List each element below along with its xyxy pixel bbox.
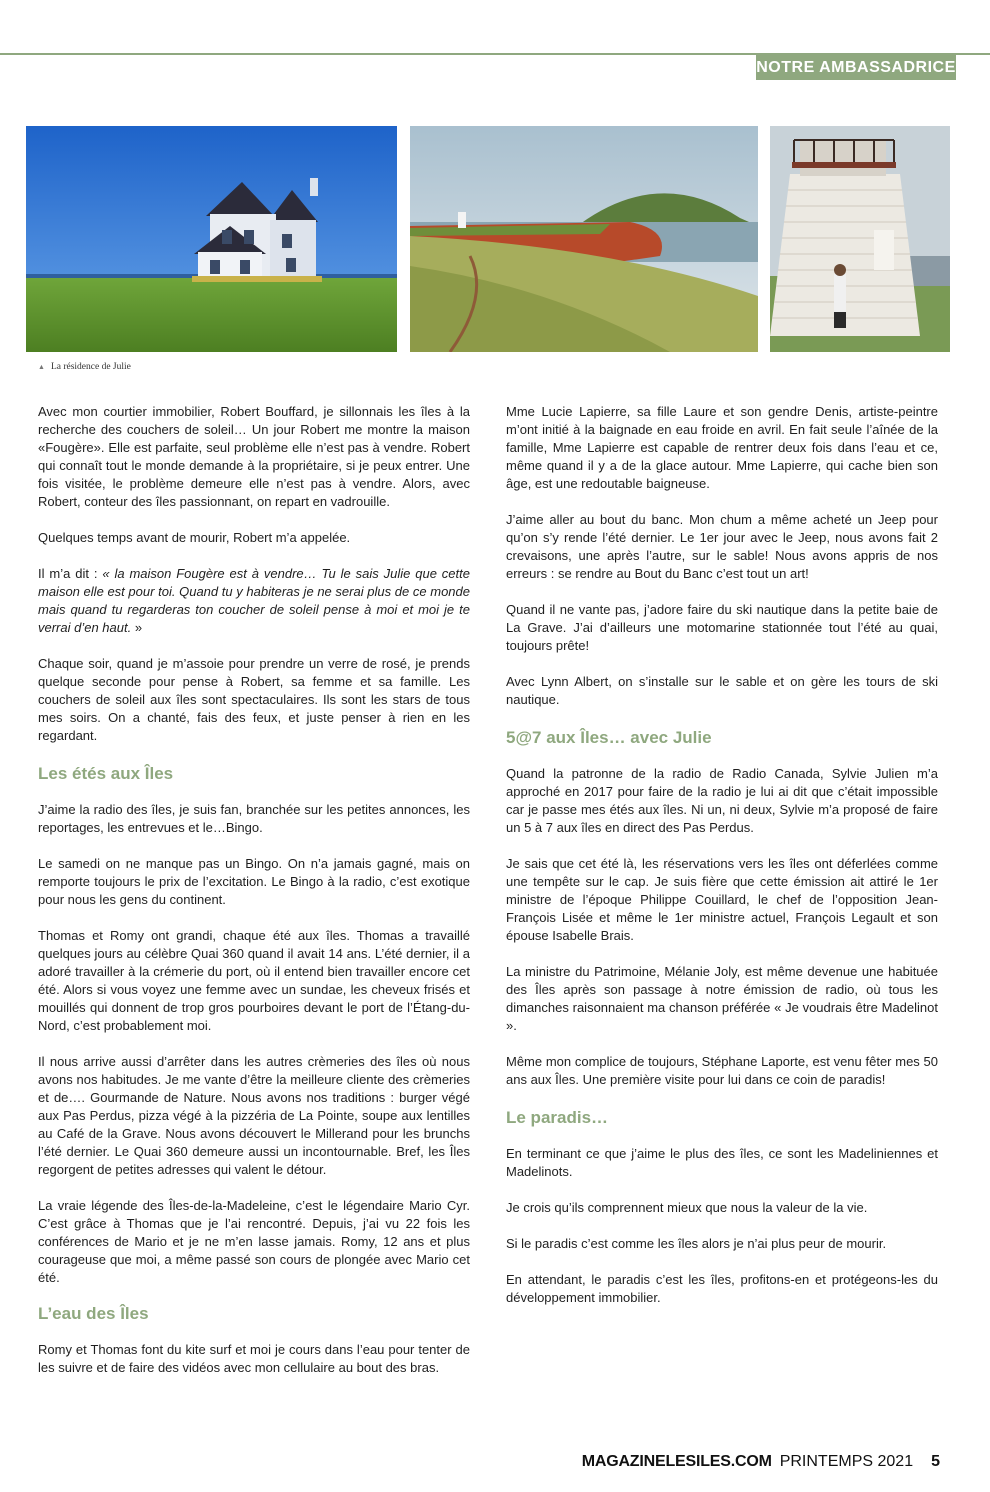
paragraph: Quelques temps avant de mourir, Robert m’a appelée. [38,530,351,545]
section-heading: Les étés aux Îles [38,764,174,783]
page-number: 5 [931,1453,940,1470]
quote-text: « la maison Fougère est à vendre… Tu le sais Julie que cette maison elle est pour toi. Quand tu y habiteras je ne serai plus de ce monde mais quand tu regarderas ton coucher de soleil pense à moi et moi je te verrai d’en haut. [38,566,470,635]
section-tag: NOTRE AMBASSADRICE [756,55,956,80]
quote-paragraph [38,565,470,637]
page-footer [582,1453,940,1471]
paragraph: J’aime aller au bout du banc. Mon chum a même acheté un Jeep pour qu’on s’y rende l’été dernier. Le 1er jour avec le Jeep, nous avons fait 2 crevaisons, une après l’autre, sur le sable! Nous avons appris de nos erreurs : se rendre au Bout du Banc c’est tout un art! [506,512,938,581]
paragraph: Même mon complice de toujours, Stéphane Laporte, est venu fêter mes 50 ans aux Îles. Une première visite pour lui dans ce coin de paradis! [506,1054,938,1087]
paragraph: Si le paradis c’est comme les îles alors je n’ai plus peur de mourir. [506,1236,887,1251]
lighthouse-photo [770,126,950,352]
quote-intro: Il m’a dit : [38,566,103,581]
paragraph: Romy et Thomas font du kite surf et moi je cours dans l’eau pour tenter de les suivre et de faire des vidéos avec mon cellulaire au bout des bras. [38,1342,470,1375]
paragraph: Le samedi on ne manque pas un Bingo. On n’a jamais gagné, mais on remporte toujours le prix de l’excitation. Le Bingo à la radio, c’est exotique pour nous les gens du continent. [38,856,470,907]
paragraph: Avec mon courtier immobilier, Robert Bouffard, je sillonnais les îles à la recherche des couchers de soleil… Un jour Robert me montre la maison «Fougère». Elle est parfaite, seul problème elle n’est pas à vendre. Robert qui connaît tout le monde demande à la propriétaire, si je peux entrer. Une fois visitée, le problème demeure elle n’est pas à vendre. Alors, avec Robert, conteur des îles passionnant, on repart en vadrouille. [38,404,470,509]
paragraph: En terminant ce que j’aime le plus des îles, ce sont les Madeliniennes et Madelinots. [506,1146,938,1179]
section-heading: 5@7 aux Îles… avec Julie [506,728,712,747]
paragraph: Quand la patronne de la radio de Radio Canada, Sylvie Julien m’a approché en 2017 pour faire de la radio je lui ai dit que c’était impossible car je passe mes étés aux îles. Ni un, ni deux, Sylvie m’a proposé de faire un 5 à 7 aux îles en direct des Pas Perdus. [506,766,938,835]
paragraph: Je sais que cet été là, les réservations vers les îles ont déferlées comme une tempête sur le cap. Je suis fière que cette émission ait attiré le 1er ministre de l’époque Philippe Couillard, le chef de l’opposition Jean-François Lisée et même le 1er ministre actuel, François Legault et son épouse Isabelle Brais. [506,856,938,943]
paragraph: Quand il ne vante pas, j’adore faire du ski nautique dans la petite baie de La Grave. J’ai d’ailleurs une motomarine stationnée tout l’été au quai, toujours prête! [506,602,938,653]
paragraph: En attendant, le paradis c’est les îles, profitons-en et protégeons-les du développement immobilier. [506,1272,938,1305]
paragraph: Avec Lynn Albert, on s’installe sur le sable et on gère les tours de ski nautique. [506,674,938,707]
paragraph: Il nous arrive aussi d’arrêter dans les autres crèmeries des îles où nous avons nos habitudes. Je me vante d’être la meilleure cliente des crèmeries et de…. Gourmande de Nature. Nous avons nos traditions : burger végé aux Pas Perdus, pizza végé à la pizzéria de La Pointe, soupe aux lentilles au Café de la Grave. Nous avons découvert le Millerand pour les brunchs l’été dernier. Le Quai 360 demeure aussi un incontournable. Bref, les Îles regorgent de petites adresses qui valent le détour. [38,1054,470,1177]
quote-end: » [131,620,143,635]
paragraph: Thomas et Romy ont grandi, chaque été aux îles. Thomas a travaillé quelques jours au célèbre Quai 360 quand il avait 14 ans. L’été dernier, il a adoré travailler à la crémerie du port, où il entend bien travailler encore cet été. Alors si vous voyez une femme avec un sundae, les cheveux frisés et mouillés qui donnent de trop gros pourboires devant le port de l’Étang-du-Nord, c’est probablement moi. [38,928,470,1033]
section-heading: Le paradis… [506,1108,609,1127]
caption-triangle-icon: ▲ [38,363,45,371]
photo-caption [38,362,131,372]
right-column [506,403,938,1325]
red-cliffs-photo [410,126,758,352]
issue-label: PRINTEMPS 2021 [779,1453,914,1470]
section-heading: L’eau des Îles [38,1304,149,1323]
house-photo [26,126,397,352]
paragraph: La ministre du Patrimoine, Mélanie Joly, est même devenue une habituée des Îles après son passage à notre émission de radio, où tous les dimanches raisonnaient ma chanson préférée « Je voudrais être Madelinot ». [506,964,938,1033]
paragraph: Je crois qu’ils comprennent mieux que nous la valeur de la vie. [506,1200,868,1215]
paragraph: J’aime la radio des îles, je suis fan, branchée sur les petites annonces, les reportages, les entrevues et le…Bingo. [38,802,470,835]
left-column [38,403,470,1395]
caption-text: La résidence de Julie [50,362,131,372]
paragraph: Mme Lucie Lapierre, sa fille Laure et son gendre Denis, artiste-peintre m’ont initié à la baignade en eau froide en avril. En fait seule l’aînée de la famille, Mme Lapierre est capable de rentrer deux fois dans l’eau et ce, même quand il y a de la glace autour. Mme Lapierre, qui cache bien son âge, est une redoutable baigneuse. [506,404,938,491]
paragraph: Chaque soir, quand je m’assoie pour prendre un verre de rosé, je prends quelque seconde pour pense à Robert, sa femme et sa famille. Les couchers de soleil aux îles sont spectaculaires. Ils sont les stars de tous mes soirs. On a chanté, fais des feux, et juste penser à rien en les regardant. [38,656,470,743]
paragraph: La vraie légende des Îles-de-la-Madeleine, c’est le légendaire Mario Cyr. C’est grâce à Thomas que je l’ai rencontré. Depuis, j’ai vu 22 fois les conférences de Mario et je ne m’en lasse jamais. Romy, 12 ans et plus courageuse que moi, a même passé son cours de plongée avec Mario cet été. [38,1198,470,1285]
magazine-site: MAGAZINELESILES.COM [581,1453,772,1470]
